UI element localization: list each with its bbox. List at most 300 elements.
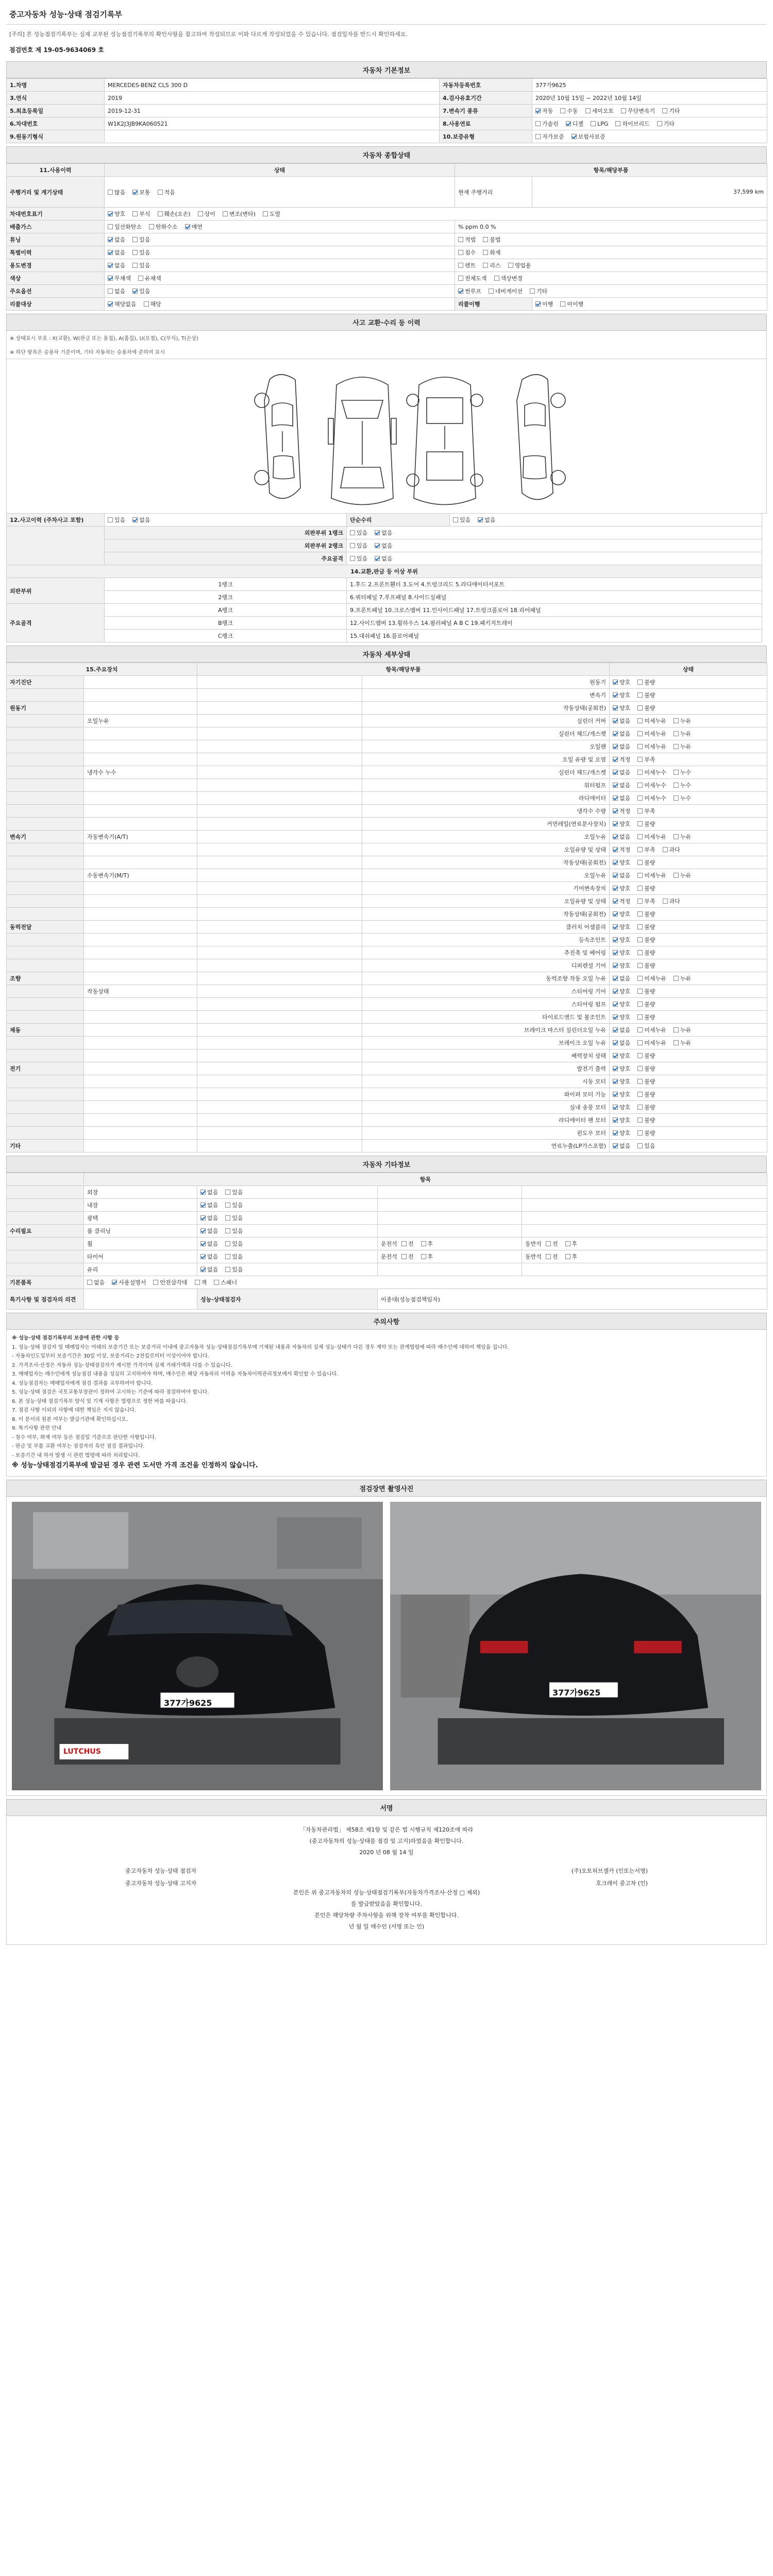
label-recall2: 리콜이행 <box>455 298 532 311</box>
sign-line-5: 본인은 해당차량 주차사항을 위해 장착 여부를 확인합니다. <box>314 1911 459 1919</box>
checkbox-icon <box>108 224 113 229</box>
special-sub <box>455 246 767 259</box>
checkbox-option <box>108 300 137 308</box>
detail-blank <box>197 727 362 740</box>
checked-box-icon <box>613 976 618 981</box>
detail-sub <box>84 1037 197 1049</box>
note-line: 1. 성능·상태 점검자 및 매매업자는 아래의 보증기간 또는 보증거리 이내에 중고자동차 성능·상태점검기록부에 기재된 내용과 자동차의 실제 성능·상태가 다른 경우 계약 또는 관계법령에 따라 매수인에 대하여 책임을 집니다. <box>12 1344 509 1350</box>
option-label: 있음 <box>357 543 368 549</box>
checkbox-icon <box>483 263 488 268</box>
detail-group <box>7 805 84 818</box>
option-label: 해당 <box>150 301 161 308</box>
checkbox-option <box>613 1142 630 1150</box>
detail-blank <box>197 843 362 856</box>
checked-box-icon <box>613 1105 618 1110</box>
detail-blank <box>197 946 362 959</box>
checkbox-icon <box>144 301 149 307</box>
detail-blank <box>197 1127 362 1140</box>
note-line: 2. 가격조사·산정은 자동차 성능·상태점검자가 제시한 가격이며 실제 거래가액과 다를 수 있습니다. <box>12 1362 232 1368</box>
checkbox-option <box>132 248 150 257</box>
checkbox-option <box>401 1240 414 1248</box>
checkbox-icon <box>637 770 643 775</box>
label-mileage: 주행거리 및 계기상태 <box>7 177 105 208</box>
detail-header-item: 항목/해당부품 <box>197 663 610 676</box>
value-name: MERCEDES-BENZ CLS 300 D <box>105 79 440 92</box>
detail-sub <box>84 1049 197 1062</box>
checkbox-option <box>613 691 630 699</box>
checkbox-option <box>112 1278 146 1286</box>
detail-group <box>7 959 84 972</box>
page-title: 중고자동차 성능·상태 점검기록부 <box>6 4 767 25</box>
front-plate: 377가9625 <box>164 1698 212 1708</box>
option-label: 양호 <box>619 1130 631 1137</box>
checkbox-option <box>637 807 655 815</box>
detail-group: 제동 <box>7 1024 84 1037</box>
checkbox-icon <box>508 263 513 268</box>
checkbox-icon <box>637 950 643 955</box>
option-label: 양호 <box>619 950 631 956</box>
checkbox-option <box>132 287 150 295</box>
checked-box-icon <box>613 1130 618 1136</box>
checkbox-icon <box>637 847 643 852</box>
checkbox-option <box>132 516 150 524</box>
checkbox-icon <box>637 744 643 749</box>
detail-blank <box>197 895 362 908</box>
option-label: 부식 <box>139 211 150 217</box>
detail-sub <box>84 843 197 856</box>
color-sub <box>455 272 767 285</box>
checkbox-option <box>108 210 125 218</box>
option-label: 양호 <box>619 1014 631 1021</box>
checkbox-icon <box>87 1280 92 1285</box>
checkbox-icon <box>350 530 355 535</box>
checkbox-option <box>535 107 553 115</box>
checkbox-icon <box>225 1202 230 1208</box>
detail-sub <box>84 740 197 753</box>
option-label: 부족 <box>644 846 656 853</box>
option-label: 색상변경 <box>500 275 523 282</box>
option-label: 없음 <box>619 743 631 750</box>
detail-blank <box>197 908 362 921</box>
detail-group <box>7 792 84 805</box>
status-header-usage: 11.사용이력 <box>7 164 105 177</box>
checked-box-icon <box>613 770 618 775</box>
detail-blank <box>197 753 362 766</box>
checkbox-icon <box>637 1130 643 1136</box>
recall-options <box>105 298 455 311</box>
label-color: 색상 <box>7 272 105 285</box>
checkbox-option <box>663 897 680 905</box>
checkbox-icon <box>674 744 679 749</box>
detail-blank <box>197 715 362 727</box>
other-state <box>197 1263 378 1276</box>
checkbox-icon <box>674 718 679 723</box>
checkbox-option <box>613 1103 630 1111</box>
section-notes: 주의사항 <box>6 1313 767 1330</box>
option-label: 양호 <box>619 962 631 969</box>
label-p2: 외판부위 2랭크 <box>105 539 347 552</box>
option-label: 양호 <box>619 859 631 866</box>
detail-sub: 오일누유 <box>84 715 197 727</box>
detail-item: 작동상태(공회전) <box>362 908 610 921</box>
other-state <box>197 1250 378 1263</box>
checked-box-icon <box>108 211 113 216</box>
photo-rear <box>390 1502 761 1790</box>
detail-sub <box>84 882 197 895</box>
detail-state <box>610 1037 767 1049</box>
value-vin: W1K2J3JB9KA060521 <box>105 117 440 130</box>
detail-sub: 자동변속기(A/T) <box>84 831 197 843</box>
detail-item: 워터펌프 <box>362 779 610 792</box>
option-label: 있음 <box>357 530 368 536</box>
checked-box-icon <box>200 1241 206 1246</box>
other-group <box>7 1250 84 1263</box>
label-tuning: 튜닝 <box>7 233 105 246</box>
option-label: 부족 <box>644 756 656 763</box>
checkbox-option <box>637 1077 655 1086</box>
label-frame: 주요골격 <box>7 604 105 642</box>
detail-group: 전기 <box>7 1062 84 1075</box>
detail-item: 타이로드엔드 및 볼조인트 <box>362 1011 610 1024</box>
option-label: 해당없음 <box>114 301 137 308</box>
option-label: 기타 <box>663 121 675 127</box>
other-header: 항목 <box>84 1173 767 1186</box>
note-line: - 자동차인도일부터 보증기간은 30일 이상, 보증거리는 2천킬로미터 이상이어야 합니다. <box>12 1353 209 1359</box>
checkbox-option <box>637 781 666 789</box>
detail-sub <box>84 972 197 985</box>
detail-group <box>7 727 84 740</box>
detail-sub <box>84 1011 197 1024</box>
checkbox-icon <box>494 276 499 281</box>
checkbox-option <box>637 1039 666 1047</box>
checkbox-option <box>375 541 392 550</box>
checkbox-option <box>566 120 583 128</box>
detail-sub <box>84 1114 197 1127</box>
detail-item: 와이퍼 모터 기능 <box>362 1088 610 1101</box>
option-label: 있음 <box>644 1143 656 1149</box>
other-blank-cell <box>378 1212 522 1225</box>
note-line: 9. 특기사항 관련 안내 <box>12 1426 62 1431</box>
option-label: 보통 <box>139 189 150 196</box>
checked-box-icon <box>613 937 618 942</box>
checkbox-option <box>200 1227 218 1235</box>
frame-header: 14.교환,판금 등 이상 부위 <box>7 565 762 578</box>
detail-item: 라디에이터 <box>362 792 610 805</box>
price-blank <box>84 1289 197 1310</box>
option-label: 양호 <box>619 924 631 930</box>
checkbox-option <box>458 287 481 295</box>
detail-state <box>610 1140 767 1153</box>
section-other: 자동차 기타정보 <box>6 1156 767 1173</box>
checked-box-icon <box>613 834 618 839</box>
detail-group <box>7 689 84 702</box>
certificate-number: 점검번호 제 19-05-9634069 호 <box>9 46 104 54</box>
option-label: 없음 <box>484 517 496 523</box>
option-label: 미세누유 <box>644 872 666 879</box>
option-label: 미세누유 <box>644 1040 666 1046</box>
note-line: - 판금 및 부품 교환 여부는 점검자의 육안 점검 결과입니다. <box>12 1444 145 1449</box>
checkbox-option <box>637 871 666 879</box>
checkbox-option <box>198 210 215 218</box>
option-label: 없음 <box>114 236 126 243</box>
checkbox-option <box>108 188 125 196</box>
checkbox-option <box>613 961 630 970</box>
detail-state <box>610 843 767 856</box>
checkbox-option <box>200 1265 218 1274</box>
option-label: 사용설명서 <box>119 1279 146 1286</box>
fuel-options <box>532 117 767 130</box>
detail-blank <box>197 792 362 805</box>
detail-item: 원동기 <box>362 676 610 689</box>
checked-box-icon <box>613 873 618 878</box>
checked-box-icon <box>613 808 618 814</box>
option-label: 불량 <box>644 962 656 969</box>
option-label: 가솔린 <box>542 121 559 127</box>
option-label: 무단변속기 <box>628 108 656 114</box>
option-label: 양호 <box>619 911 631 918</box>
checkbox-option <box>195 1278 207 1286</box>
other-table <box>6 1173 767 1276</box>
detail-state <box>610 727 767 740</box>
detail-blank <box>197 1024 362 1037</box>
label-outer: 외판부위 <box>7 578 105 604</box>
checked-box-icon <box>200 1254 206 1259</box>
option-label: 렌트 <box>465 262 476 269</box>
checkbox-option <box>674 730 691 738</box>
detail-group <box>7 882 84 895</box>
accident-table <box>6 514 767 642</box>
detail-item: 연료누출(LP가스포함) <box>362 1140 610 1153</box>
checkbox-option <box>87 1278 105 1286</box>
detail-group <box>7 779 84 792</box>
detail-group <box>7 869 84 882</box>
checkbox-icon <box>132 237 138 242</box>
detail-state <box>610 689 767 702</box>
detail-group <box>7 766 84 779</box>
detail-state <box>610 869 767 882</box>
option-label: 하이브리드 <box>622 121 650 127</box>
checkbox-option <box>663 845 680 854</box>
checked-box-icon <box>200 1202 206 1208</box>
detail-group <box>7 1127 84 1140</box>
checkbox-icon <box>637 989 643 994</box>
option-label: 불량 <box>644 692 656 699</box>
detail-blank <box>197 856 362 869</box>
checked-box-icon <box>108 276 113 281</box>
detail-sub <box>84 1062 197 1075</box>
checkbox-option <box>613 845 630 854</box>
note-line: ※ 성능·상태 점검기록부의 보증에 관한 사항 등 <box>12 1335 120 1341</box>
checkbox-option <box>637 1142 655 1150</box>
checkbox-option <box>225 1188 243 1196</box>
detail-header-state: 상태 <box>610 663 767 676</box>
label-frame-blank <box>7 527 105 565</box>
detail-state <box>610 998 767 1011</box>
checked-box-icon <box>613 757 618 762</box>
rank1-items: 1.후드 2.프론트휀더 3.도어 4.트렁크리드 5.라디에이터서포트 <box>347 578 762 591</box>
checkbox-option <box>613 1000 630 1008</box>
checkbox-option <box>200 1252 218 1261</box>
detail-state <box>610 1049 767 1062</box>
checkbox-option <box>535 120 559 128</box>
detail-sub <box>84 689 197 702</box>
sign-line-3: 본인은 위 중고자동차의 성능·상태점검기록부(자동차가격조사·산정 □ 제외) <box>293 1889 480 1896</box>
other-state <box>197 1212 378 1225</box>
status-table <box>6 163 767 311</box>
option-label: 미세누유 <box>644 1027 666 1033</box>
section-sign: 서명 <box>6 1799 767 1816</box>
other-state <box>197 1238 378 1250</box>
checkbox-icon <box>132 250 138 255</box>
side-label: 운전석 <box>381 1241 397 1247</box>
option-label: 미세누수 <box>644 782 666 789</box>
checkbox-option <box>674 974 691 982</box>
detail-group <box>7 753 84 766</box>
option-label: 양호 <box>619 1091 631 1098</box>
checkbox-option <box>637 858 655 867</box>
option-label: 불량 <box>644 1091 656 1098</box>
checkbox-icon <box>637 1105 643 1110</box>
checkbox-option <box>637 884 655 892</box>
checkbox-option <box>613 807 630 815</box>
repair-options <box>450 514 762 527</box>
checked-box-icon <box>132 517 138 522</box>
checkbox-icon <box>674 731 679 736</box>
checked-box-icon <box>613 886 618 891</box>
checkbox-option <box>637 730 666 738</box>
checked-box-icon <box>613 899 618 904</box>
detail-sub <box>84 856 197 869</box>
checkbox-option <box>132 261 150 269</box>
checkbox-option <box>572 132 606 141</box>
option-label: 없음 <box>381 543 393 549</box>
checkbox-option <box>613 987 630 995</box>
accident-options <box>105 514 347 527</box>
sign-line-4: 를 발급받았음을 확인합니다. <box>350 1900 422 1907</box>
checkbox-icon <box>225 1267 230 1272</box>
option-label: 자가보증 <box>542 133 564 140</box>
sign-left-1: 중고자동차 성능·상태 점검자 <box>125 1867 197 1874</box>
checkbox-option <box>565 1252 578 1261</box>
checkbox-icon <box>637 1053 643 1058</box>
checked-box-icon <box>613 860 618 865</box>
label-name: 1.차명 <box>7 79 105 92</box>
checked-box-icon <box>613 795 618 801</box>
option-label: 없음 <box>114 249 126 256</box>
option-sub <box>455 285 767 298</box>
p1-options <box>347 527 762 539</box>
detail-blank <box>197 1140 362 1153</box>
option-label: 기타 <box>669 108 680 114</box>
option-label: 후 <box>427 1253 433 1260</box>
option-label: 영업용 <box>514 262 531 269</box>
use-sub <box>455 259 767 272</box>
option-label: 있음 <box>460 517 471 523</box>
checked-box-icon <box>613 1002 618 1007</box>
detail-sub <box>84 818 197 831</box>
detail-state <box>610 1127 767 1140</box>
checkbox-option <box>108 287 125 295</box>
other-state <box>197 1186 378 1199</box>
other-state <box>197 1225 378 1238</box>
checkbox-option <box>375 554 392 563</box>
checkbox-option <box>132 235 150 244</box>
option-label: 미세누수 <box>644 769 666 776</box>
checkbox-option <box>225 1265 243 1274</box>
ranka-items: 9.프론트패널 10.크로스멤버 11.인사이드패널 17.트렁크플로어 18.리어패널 <box>347 604 762 617</box>
checkbox-option <box>225 1201 243 1209</box>
checkbox-icon <box>153 1280 158 1285</box>
checkbox-option <box>613 833 630 841</box>
detail-group <box>7 1114 84 1127</box>
detail-state <box>610 959 767 972</box>
checkbox-option <box>225 1240 243 1248</box>
option-label: 상이 <box>204 211 215 217</box>
checkbox-option <box>225 1227 243 1235</box>
checkbox-icon <box>637 1143 643 1148</box>
checkbox-option <box>613 1026 630 1034</box>
option-label: 후 <box>427 1241 433 1247</box>
option-label: 없음 <box>619 731 631 737</box>
other-group <box>7 1186 84 1199</box>
checkbox-option <box>483 261 500 269</box>
detail-item: 윈도우 모터 <box>362 1127 610 1140</box>
detail-state <box>610 921 767 934</box>
option-label: 불량 <box>644 885 656 892</box>
option-label: 자동 <box>542 108 553 114</box>
detail-item: 냉각수 수량 <box>362 805 610 818</box>
detail-blank <box>197 934 362 946</box>
option-label: 보험사보증 <box>578 133 606 140</box>
notes-list <box>12 1334 761 1460</box>
option-label: 적음 <box>164 189 175 196</box>
other-item: 외장 <box>84 1186 197 1199</box>
detail-group <box>7 1075 84 1088</box>
option-label: 양호 <box>619 679 631 686</box>
checkbox-option <box>613 858 630 867</box>
checkbox-option <box>613 1013 630 1021</box>
checkbox-option <box>421 1240 433 1248</box>
rank1-label: 1랭크 <box>105 578 347 591</box>
checkbox-option <box>613 910 630 918</box>
option-label: 적법 <box>465 236 476 243</box>
checkbox-option <box>637 948 655 957</box>
checkbox-option <box>637 678 655 686</box>
option-label: 없음 <box>381 530 393 536</box>
checked-box-icon <box>613 847 618 852</box>
option-label: 수동 <box>567 108 578 114</box>
other-side-right <box>522 1238 767 1250</box>
detail-state <box>610 1101 767 1114</box>
checked-box-icon <box>613 692 618 698</box>
option-label: 리스 <box>490 262 501 269</box>
checkbox-option <box>613 1039 630 1047</box>
checkbox-option <box>144 300 161 308</box>
checkbox-option <box>350 554 367 563</box>
checkbox-icon <box>637 1014 643 1020</box>
checkbox-option <box>546 1252 558 1261</box>
checkbox-option <box>613 678 630 686</box>
option-label: 불량 <box>644 1130 656 1137</box>
checkbox-icon <box>108 190 113 195</box>
option-label: 양호 <box>619 1078 631 1085</box>
checked-box-icon <box>613 718 618 723</box>
checked-box-icon <box>108 250 113 255</box>
detail-item: 브레이크 오일 누유 <box>362 1037 610 1049</box>
detail-blank <box>197 779 362 792</box>
checked-box-icon <box>108 237 113 242</box>
value-first: 2019-12-31 <box>105 105 440 117</box>
